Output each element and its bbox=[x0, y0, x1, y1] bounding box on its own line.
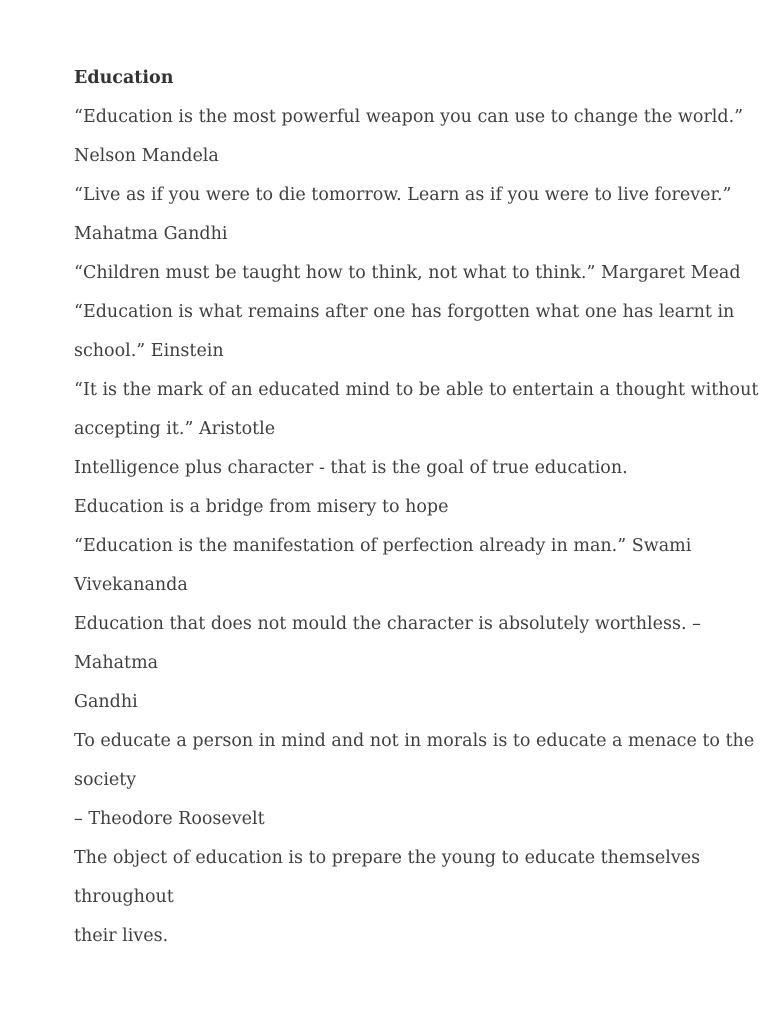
quote-line: Nelson Mandela bbox=[74, 146, 219, 166]
document-page bbox=[74, 59, 759, 956]
quote-line: Gandhi bbox=[74, 692, 138, 712]
document-title: Education bbox=[74, 68, 174, 88]
quote-line: school.” Einstein bbox=[74, 341, 224, 361]
quote-line: To educate a person in mind and not in morals is to educate a menace to the bbox=[74, 731, 755, 751]
quote-line: Mahatma bbox=[74, 653, 159, 673]
quote-line: society bbox=[74, 770, 137, 790]
quote-line: Mahatma Gandhi bbox=[74, 224, 228, 244]
quote-line: “It is the mark of an educated mind to be able to entertain a thought without bbox=[74, 380, 759, 400]
quote-line: The object of education is to prepare the young to educate themselves bbox=[74, 848, 701, 868]
quote-line: “Education is what remains after one has forgotten what one has learnt in bbox=[74, 302, 735, 322]
quote-line: throughout bbox=[74, 887, 174, 907]
quote-line: Intelligence plus character - that is the goal of true education. bbox=[74, 458, 628, 478]
quote-line: “Children must be taught how to think, not what to think.” Margaret Mead bbox=[74, 263, 741, 283]
quote-line: “Education is the most powerful weapon you can use to change the world.” bbox=[74, 107, 744, 127]
quote-line: Education that does not mould the character is absolutely worthless. – bbox=[74, 614, 701, 634]
quote-line: their lives. bbox=[74, 926, 169, 946]
quote-line: accepting it.” Aristotle bbox=[74, 419, 276, 439]
quote-line: – Theodore Roosevelt bbox=[74, 809, 265, 829]
quote-line: “Education is the manifestation of perfection already in man.” Swami bbox=[74, 536, 692, 556]
quote-line: Education is a bridge from misery to hope bbox=[74, 497, 449, 517]
quote-line: Vivekananda bbox=[74, 575, 188, 595]
quote-line: “Live as if you were to die tomorrow. Learn as if you were to live forever.” bbox=[74, 185, 732, 205]
